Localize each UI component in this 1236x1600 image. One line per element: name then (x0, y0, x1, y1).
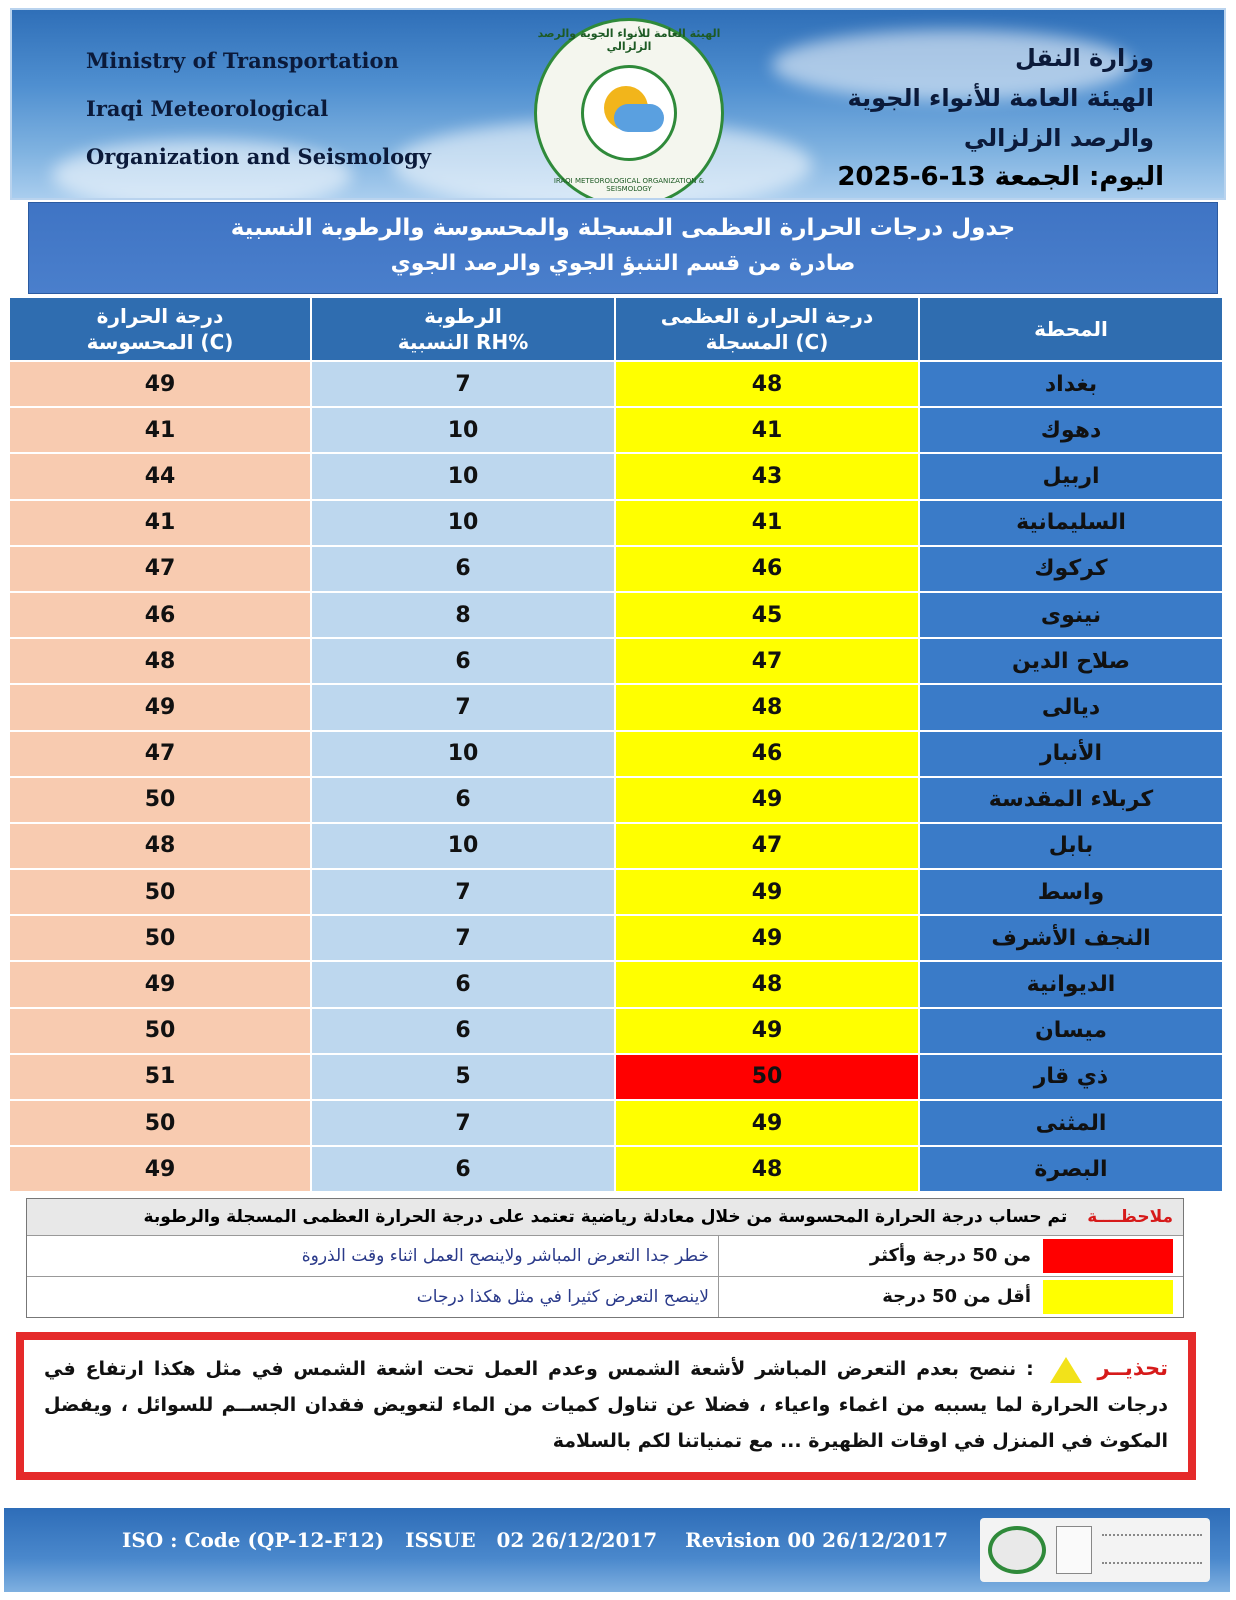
en-line-ministry: Ministry of Transportation (86, 48, 399, 73)
legend-divider (718, 1277, 719, 1317)
feels-like-cell: 49 (9, 961, 311, 1007)
station-name-cell: صلاح الدين (919, 638, 1223, 684)
max-temp-cell: 45 (615, 592, 919, 638)
ar-line-ministry: وزارة النقل (1014, 44, 1154, 72)
warning-text: : ننصح بعدم التعرض المباشر لأشعة الشمس وعدم العمل تحت اشعة الشمس في مثل هكذا ارتفاع في درجات الحرارة لما يسببه من اغماء واعياء ، فضلا عن تناول كميات من الماء لتعويض فقدان الجســم للسوائل ، ويفضل المكوث في المنزل في اوقات الظهيرة ... مع تمنياتنا لكم بالسلامة (44, 1358, 1168, 1452)
logo-arabic-text: الهيئة العامة للأنواء الجوية والرصد الزلزالي (537, 27, 721, 53)
header-humidity-line1: الرطوبة (424, 304, 502, 328)
feels-like-cell: 47 (9, 731, 311, 777)
legend-divider (718, 1236, 719, 1276)
humidity-cell: 10 (311, 407, 615, 453)
max-temp-cell: 46 (615, 731, 919, 777)
max-temp-cell: 48 (615, 961, 919, 1007)
feels-like-cell: 41 (9, 407, 311, 453)
station-name-cell: نينوى (919, 592, 1223, 638)
max-temp-cell: 48 (615, 361, 919, 407)
humidity-cell: 10 (311, 731, 615, 777)
max-temp-cell: 48 (615, 1146, 919, 1192)
table-body (9, 361, 1223, 1192)
en-line-seismology: Organization and Seismology (86, 144, 431, 169)
max-temp-cell: 50 (615, 1054, 919, 1100)
table-row (9, 869, 1223, 915)
ar-line-org: الهيئة العامة للأنواء الجوية (847, 84, 1154, 112)
table-row (9, 500, 1223, 546)
humidity-cell: 8 (311, 592, 615, 638)
ar-line-seismology: والرصد الزلزالي (963, 124, 1154, 152)
table-row (9, 1054, 1223, 1100)
station-name-cell: الديوانية (919, 961, 1223, 1007)
feels-like-cell: 50 (9, 1008, 311, 1054)
english-org-name (86, 46, 431, 190)
table-row (9, 731, 1223, 777)
org-seal-icon (988, 1526, 1046, 1574)
station-name-cell: ذي قار (919, 1054, 1223, 1100)
station-name-cell: البصرة (919, 1146, 1223, 1192)
max-temp-cell: 49 (615, 915, 919, 961)
arabic-org-name (848, 38, 1154, 158)
header-humidity-line2: النسبية RH% (397, 330, 529, 354)
feels-like-cell: 49 (9, 361, 311, 407)
humidity-cell: 7 (311, 915, 615, 961)
humidity-cell: 6 (311, 638, 615, 684)
station-name-cell: اربيل (919, 453, 1223, 499)
table-row (9, 361, 1223, 407)
table-row (9, 684, 1223, 730)
warning-box (16, 1332, 1196, 1480)
max-temp-cell: 49 (615, 1008, 919, 1054)
feels-like-cell: 48 (9, 638, 311, 684)
logo-emblem (581, 65, 677, 161)
humidity-cell: 6 (311, 777, 615, 823)
accreditation-mark-icon (1102, 1534, 1202, 1564)
feels-like-cell: 50 (9, 777, 311, 823)
humidity-cell: 7 (311, 684, 615, 730)
table-row (9, 592, 1223, 638)
table-row (9, 1008, 1223, 1054)
station-name-cell: واسط (919, 869, 1223, 915)
table-row (9, 638, 1223, 684)
legend-row-hot (27, 1235, 1183, 1275)
humidity-cell: 7 (311, 869, 615, 915)
station-name-cell: المثنى (919, 1100, 1223, 1146)
table-title (28, 202, 1218, 294)
certification-logos (980, 1518, 1210, 1582)
station-name-cell: السليمانية (919, 500, 1223, 546)
max-temp-cell: 47 (615, 638, 919, 684)
header-station: المحطة (919, 297, 1223, 361)
title-line-2: صادرة من قسم التنبؤ الجوي والرصد الجوي (390, 251, 856, 276)
station-name-cell: دهوك (919, 407, 1223, 453)
humidity-cell: 10 (311, 823, 615, 869)
certificate-icon (1056, 1526, 1092, 1574)
table-row (9, 546, 1223, 592)
max-temp-cell: 43 (615, 453, 919, 499)
logo-english-text: IRAQI METEOROLOGICAL ORGANIZATION & SEISMOLOGY (553, 177, 705, 193)
table-header-row (9, 297, 1223, 361)
max-temp-cell: 46 (615, 546, 919, 592)
max-temp-cell: 47 (615, 823, 919, 869)
station-name-cell: ديالى (919, 684, 1223, 730)
page-footer (4, 1508, 1230, 1592)
station-name-cell: كربلاء المقدسة (919, 777, 1223, 823)
table-row (9, 1146, 1223, 1192)
station-name-cell: الأنبار (919, 731, 1223, 777)
warning-triangle-icon (1050, 1357, 1082, 1383)
feels-like-cell: 41 (9, 500, 311, 546)
legend-swatch-red (1043, 1239, 1173, 1273)
humidity-cell: 10 (311, 453, 615, 499)
header-feels-like-line1: درجة الحرارة (96, 304, 224, 328)
feels-like-cell: 50 (9, 869, 311, 915)
table-row (9, 407, 1223, 453)
org-logo (534, 18, 724, 200)
table-row (9, 823, 1223, 869)
legend-row-normal (27, 1276, 1183, 1316)
legend-advice-hot: خطر جدا التعرض المباشر ولاينصح العمل اثناء وقت الذروة (301, 1246, 709, 1266)
note-label: ملاحظــــة (1087, 1207, 1173, 1227)
table-row (9, 961, 1223, 1007)
feels-like-cell: 44 (9, 453, 311, 499)
header-feels-like-line2: المحسوسة (C) (86, 330, 234, 354)
humidity-cell: 10 (311, 500, 615, 546)
table-row (9, 453, 1223, 499)
page-header (10, 8, 1226, 200)
legend-advice-normal: لاينصح التعرض كثيرا في مثل هكذا درجات (416, 1287, 709, 1307)
iso-code: ISO : Code (QP-12-F12) ISSUE 02 26/12/2017 Revision 00 26/12/2017 (122, 1528, 949, 1552)
humidity-cell: 7 (311, 1100, 615, 1146)
feels-like-cell: 49 (9, 684, 311, 730)
humidity-cell: 6 (311, 1146, 615, 1192)
humidity-cell: 6 (311, 961, 615, 1007)
legend-range-normal: أقل من 50 درجة (882, 1286, 1031, 1307)
station-name-cell: النجف الأشرف (919, 915, 1223, 961)
station-name-cell: بغداد (919, 361, 1223, 407)
temperature-table (8, 296, 1224, 1193)
feels-like-cell: 50 (9, 1100, 311, 1146)
legend-range-hot: من 50 درجة وأكثر (869, 1245, 1031, 1266)
feels-like-cell: 48 (9, 823, 311, 869)
feels-like-cell: 47 (9, 546, 311, 592)
title-line-1: جدول درجات الحرارة العظمى المسجلة والمحسوسة والرطوبة النسبية (230, 215, 1016, 241)
humidity-cell: 6 (311, 546, 615, 592)
header-humidity (311, 297, 615, 361)
note-header (27, 1199, 1183, 1235)
note-text: تم حساب درجة الحرارة المحسوسة من خلال معادلة رياضية تعتمد على درجة الحرارة العظمى المسجلة والرطوبة (143, 1207, 1068, 1227)
feels-like-cell: 51 (9, 1054, 311, 1100)
table-row (9, 777, 1223, 823)
header-max-temp (615, 297, 919, 361)
max-temp-cell: 41 (615, 500, 919, 546)
humidity-cell: 6 (311, 1008, 615, 1054)
station-name-cell: كركوك (919, 546, 1223, 592)
max-temp-cell: 48 (615, 684, 919, 730)
cloud-icon (614, 104, 664, 132)
feels-like-cell: 50 (9, 915, 311, 961)
table-row (9, 915, 1223, 961)
en-line-org: Iraqi Meteorological (86, 96, 329, 121)
max-temp-cell: 49 (615, 777, 919, 823)
header-max-temp-line2: المسجلة (C) (705, 330, 829, 354)
notes-box (26, 1198, 1184, 1318)
max-temp-cell: 49 (615, 1100, 919, 1146)
feels-like-cell: 46 (9, 592, 311, 638)
humidity-cell: 5 (311, 1054, 615, 1100)
station-name-cell: بابل (919, 823, 1223, 869)
warning-label: تحذيــر (1097, 1356, 1168, 1380)
humidity-cell: 7 (311, 361, 615, 407)
header-feels-like (9, 297, 311, 361)
table-row (9, 1100, 1223, 1146)
max-temp-cell: 41 (615, 407, 919, 453)
header-max-temp-line1: درجة الحرارة العظمى (660, 304, 874, 328)
feels-like-cell: 49 (9, 1146, 311, 1192)
station-name-cell: ميسان (919, 1008, 1223, 1054)
max-temp-cell: 49 (615, 869, 919, 915)
report-date: اليوم: الجمعة 13-6-2025 (837, 162, 1164, 192)
legend-swatch-yellow (1043, 1280, 1173, 1314)
